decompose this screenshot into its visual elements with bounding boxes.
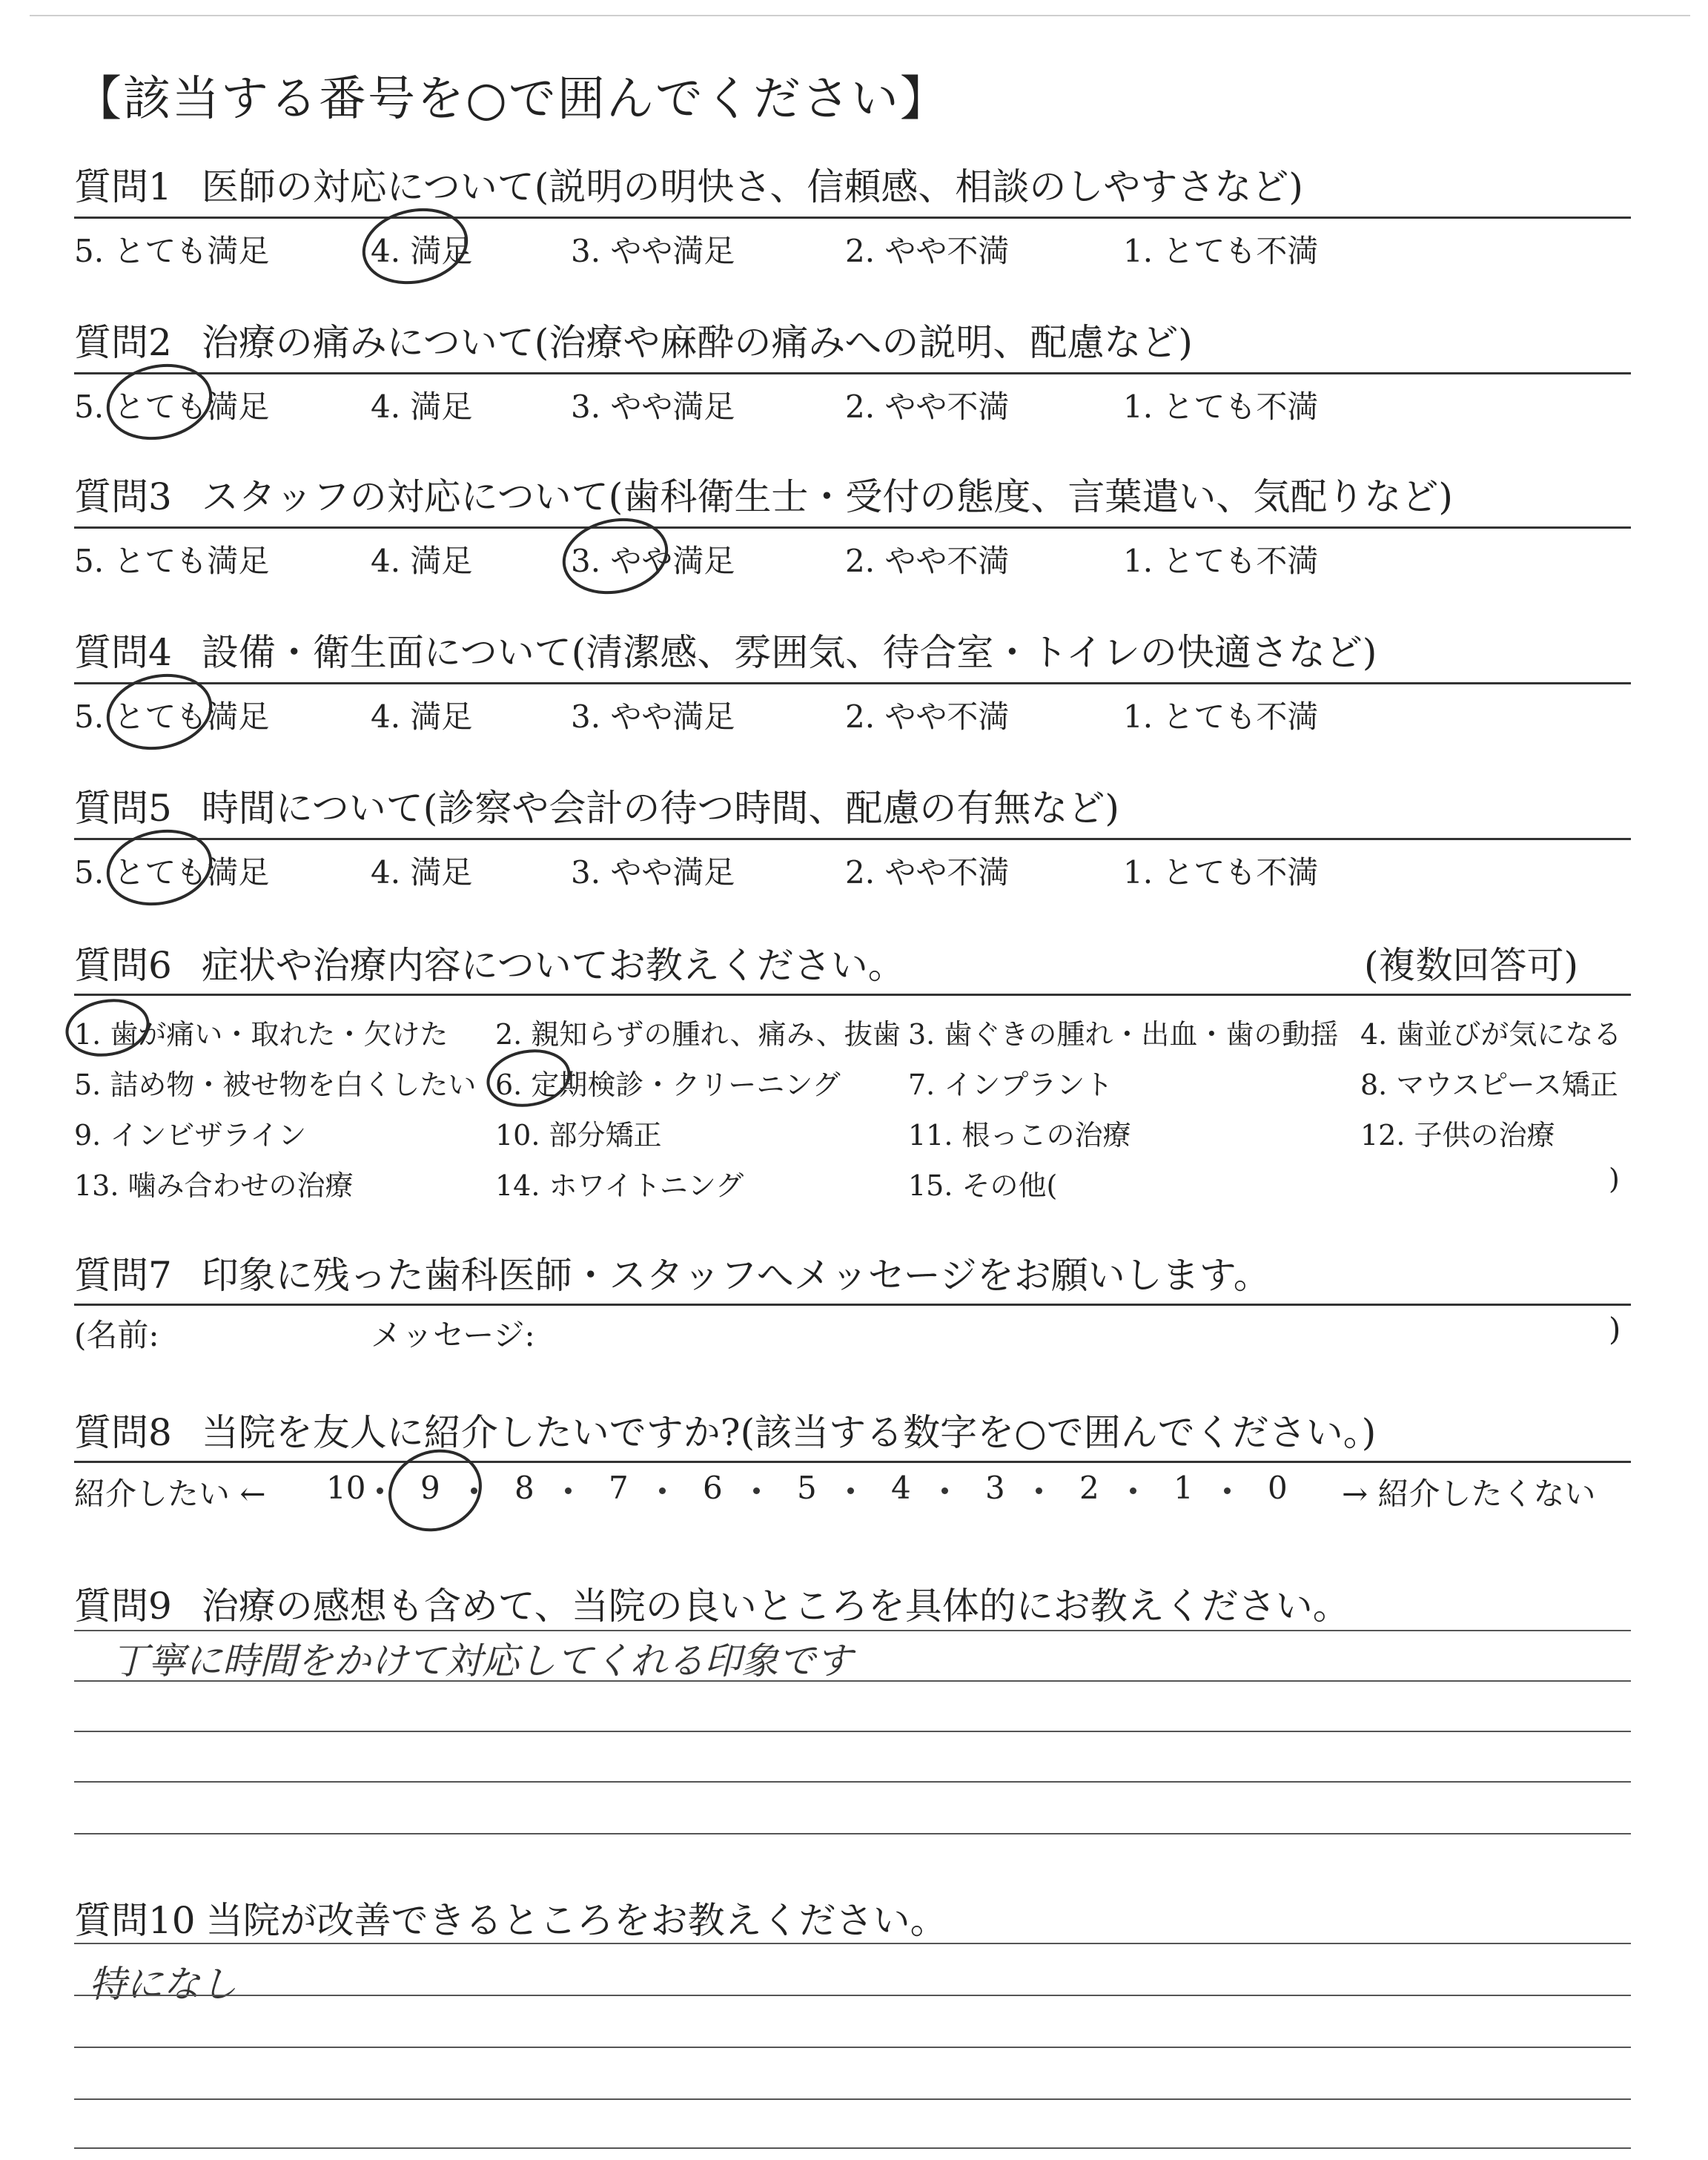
- q9-handwritten-answer[interactable]: 丁寧に時間をかけて対応してくれる印象です: [111, 1639, 853, 1682]
- q7-underline: [74, 1304, 1631, 1306]
- q9-rule-2: [74, 1680, 1631, 1682]
- q5-option-3[interactable]: 3. やや満足: [571, 854, 735, 891]
- q10-label: 質問10: [74, 1899, 196, 1942]
- q6-option-2[interactable]: 2. 親知らずの腫れ、痛み、抜歯: [495, 1018, 901, 1051]
- q5-option-2[interactable]: 4. 満足: [371, 854, 473, 891]
- q10-title: [74, 1891, 947, 1944]
- q2-option-4[interactable]: 2. やや不満: [845, 389, 1010, 425]
- q6-option-9[interactable]: 9. インビザライン: [74, 1119, 307, 1152]
- q4-option-3[interactable]: 3. やや満足: [571, 698, 735, 735]
- q6-option-13[interactable]: 13. 噛み合わせの治療: [74, 1169, 354, 1202]
- q2-title: [74, 313, 1193, 366]
- q8-scale-separator-dot: [471, 1487, 477, 1494]
- q7-title: [74, 1246, 1271, 1299]
- q2-label: 質問2: [74, 321, 172, 364]
- q8-scale-2[interactable]: 2: [1079, 1470, 1099, 1506]
- q6-option-10[interactable]: 10. 部分矯正: [495, 1119, 662, 1152]
- q6-text: 症状や治療内容についてお教えください。: [201, 944, 905, 987]
- q2-option-2[interactable]: 4. 満足: [371, 389, 473, 425]
- q8-scale-separator-dot: [1130, 1487, 1136, 1494]
- q3-option-2[interactable]: 4. 満足: [371, 543, 473, 579]
- q8-right-label: → 紹介したくない: [1342, 1476, 1596, 1512]
- q3-option-1[interactable]: 5. とても満足: [74, 543, 270, 579]
- q8-scale-separator-dot: [941, 1487, 948, 1494]
- q10-rule-4: [74, 2098, 1631, 2100]
- q8-scale-separator-dot: [659, 1487, 666, 1494]
- q9-label: 質問9: [74, 1585, 172, 1628]
- q6-option-12[interactable]: 12. 子供の治療: [1360, 1119, 1555, 1152]
- q1-option-4[interactable]: 2. やや不満: [845, 233, 1010, 269]
- q7-close-paren: ): [1609, 1311, 1621, 1347]
- q2-option-5[interactable]: 1. とても不満: [1123, 389, 1319, 425]
- q8-left-label: 紹介したい ←: [74, 1476, 266, 1512]
- q5-text: 時間について(診察や会計の待つ時間、配慮の有無など): [201, 787, 1119, 830]
- q4-option-4[interactable]: 2. やや不満: [845, 698, 1010, 735]
- q4-option-2[interactable]: 4. 満足: [371, 698, 473, 735]
- scan-top-edge: [30, 15, 1690, 16]
- q4-option-1[interactable]: 5. とても満足: [74, 698, 270, 735]
- q9-text: 治療の感想も含めて、当院の良いところを具体的にお教えください。: [201, 1585, 1350, 1628]
- q6-option-15[interactable]: 15. その他(: [908, 1169, 1058, 1202]
- q9-rule-5: [74, 1833, 1631, 1834]
- q8-scale-separator-dot: [565, 1487, 572, 1494]
- q10-rule-3: [74, 2047, 1631, 2048]
- q7-label: 質問7: [74, 1254, 172, 1297]
- q5-option-1[interactable]: 5. とても満足: [74, 854, 270, 891]
- q3-option-4[interactable]: 2. やや不満: [845, 543, 1010, 579]
- q6-note: (複数回答可): [1364, 944, 1579, 987]
- q1-title: [74, 157, 1303, 211]
- q4-text: 設備・衛生面について(清潔感、雰囲気、待合室・トイレの快適さなど): [201, 631, 1377, 674]
- q8-scale-separator-dot: [1224, 1487, 1231, 1494]
- q8-scale-separator-dot: [847, 1487, 854, 1494]
- q5-option-5[interactable]: 1. とても不満: [1123, 854, 1319, 891]
- q6-label: 質問6: [74, 944, 172, 987]
- q8-scale-6[interactable]: 6: [703, 1470, 723, 1506]
- q1-label: 質問1: [74, 165, 172, 208]
- q8-scale-0[interactable]: 0: [1268, 1470, 1288, 1506]
- q10-rule-2: [74, 1995, 1631, 1996]
- q9-rule-3: [74, 1731, 1631, 1732]
- q8-underline: [74, 1461, 1631, 1463]
- q4-title: [74, 623, 1377, 676]
- q8-scale-9[interactable]: 9: [420, 1470, 440, 1506]
- q2-text: 治療の痛みについて(治療や麻酔の痛みへの説明、配慮など): [201, 321, 1193, 364]
- q10-text: 当院が改善できるところをお教えください。: [205, 1899, 947, 1942]
- q8-scale-5[interactable]: 5: [797, 1470, 817, 1506]
- q9-rule-1: [74, 1630, 1631, 1631]
- q8-scale-separator-dot: [377, 1487, 383, 1494]
- q5-title: [74, 779, 1119, 832]
- q5-option-4[interactable]: 2. やや不満: [845, 854, 1010, 891]
- q8-label: 質問8: [74, 1411, 172, 1454]
- q3-title: [74, 467, 1453, 521]
- q9-rule-4: [74, 1781, 1631, 1783]
- q8-scale-separator-dot: [753, 1487, 760, 1494]
- q3-label: 質問3: [74, 475, 172, 518]
- q6-option-3[interactable]: 3. 歯ぐきの腫れ・出血・歯の動揺: [908, 1018, 1339, 1051]
- q2-option-3[interactable]: 3. やや満足: [571, 389, 735, 425]
- q6-option-1[interactable]: 1. 歯が痛い・取れた・欠けた: [74, 1018, 448, 1051]
- q6-title: [74, 936, 905, 989]
- q8-scale-4[interactable]: 4: [891, 1470, 911, 1506]
- q10-rule-5: [74, 2147, 1631, 2149]
- q9-title: [74, 1576, 1350, 1630]
- q4-option-5[interactable]: 1. とても不満: [1123, 698, 1319, 735]
- q6-option-6[interactable]: 6. 定期検診・クリーニング: [495, 1069, 841, 1101]
- q8-text: 当院を友人に紹介したいですか?(該当する数字を○で囲んでください。): [201, 1411, 1377, 1454]
- q6-option-11[interactable]: 11. 根っこの治療: [908, 1119, 1131, 1152]
- q6-option-14[interactable]: 14. ホワイトニング: [495, 1169, 744, 1202]
- q8-scale-1[interactable]: 1: [1174, 1470, 1194, 1506]
- q3-option-5[interactable]: 1. とても不満: [1123, 543, 1319, 579]
- page-heading: 【該当する番号を○で囲んでください】: [74, 72, 949, 127]
- q4-underline: [74, 682, 1631, 684]
- q3-underline: [74, 526, 1631, 529]
- q6-option-7[interactable]: 7. インプラント: [908, 1069, 1113, 1101]
- q2-underline: [74, 372, 1631, 374]
- q7-message-label[interactable]: メッセージ:: [371, 1317, 535, 1353]
- q5-label: 質問5: [74, 787, 172, 830]
- q1-option-1[interactable]: 5. とても満足: [74, 233, 270, 269]
- q6-other-close-paren: ): [1609, 1163, 1620, 1195]
- q8-title: [74, 1403, 1376, 1456]
- q10-rule-1: [74, 1943, 1631, 1944]
- q6-option-8[interactable]: 8. マウスピース矯正: [1360, 1069, 1618, 1101]
- q10-handwritten-answer[interactable]: 特になし: [89, 1963, 237, 2006]
- q6-option-5[interactable]: 5. 詰め物・被せ物を白くしたい: [74, 1069, 477, 1101]
- q1-underline: [74, 217, 1631, 219]
- q1-option-2[interactable]: 4. 満足: [371, 233, 473, 269]
- q8-scale-10[interactable]: 10: [326, 1470, 366, 1506]
- q8-scale-7[interactable]: 7: [609, 1470, 629, 1506]
- q1-text: 医師の対応について(説明の明快さ、信頼感、相談のしやすさなど): [201, 165, 1303, 208]
- q7-text: 印象に残った歯科医師・スタッフへメッセージをお願いします。: [201, 1254, 1271, 1297]
- q3-text: スタッフの対応について(歯科衛生士・受付の態度、言葉遣い、気配りなど): [201, 475, 1453, 518]
- q2-option-1[interactable]: 5. とても満足: [74, 389, 270, 425]
- q4-label: 質問4: [74, 631, 172, 674]
- q8-scale-8[interactable]: 8: [514, 1470, 534, 1506]
- q8-scale-3[interactable]: 3: [985, 1470, 1005, 1506]
- q1-option-5[interactable]: 1. とても不満: [1123, 233, 1319, 269]
- q8-scale-separator-dot: [1036, 1487, 1042, 1494]
- q7-name-label[interactable]: (名前:: [74, 1317, 159, 1353]
- q3-option-3[interactable]: 3. やや満足: [571, 543, 735, 579]
- q6-option-4[interactable]: 4. 歯並びが気になる: [1360, 1018, 1622, 1051]
- q1-option-3[interactable]: 3. やや満足: [571, 233, 735, 269]
- q5-underline: [74, 838, 1631, 840]
- q6-underline: [74, 994, 1631, 996]
